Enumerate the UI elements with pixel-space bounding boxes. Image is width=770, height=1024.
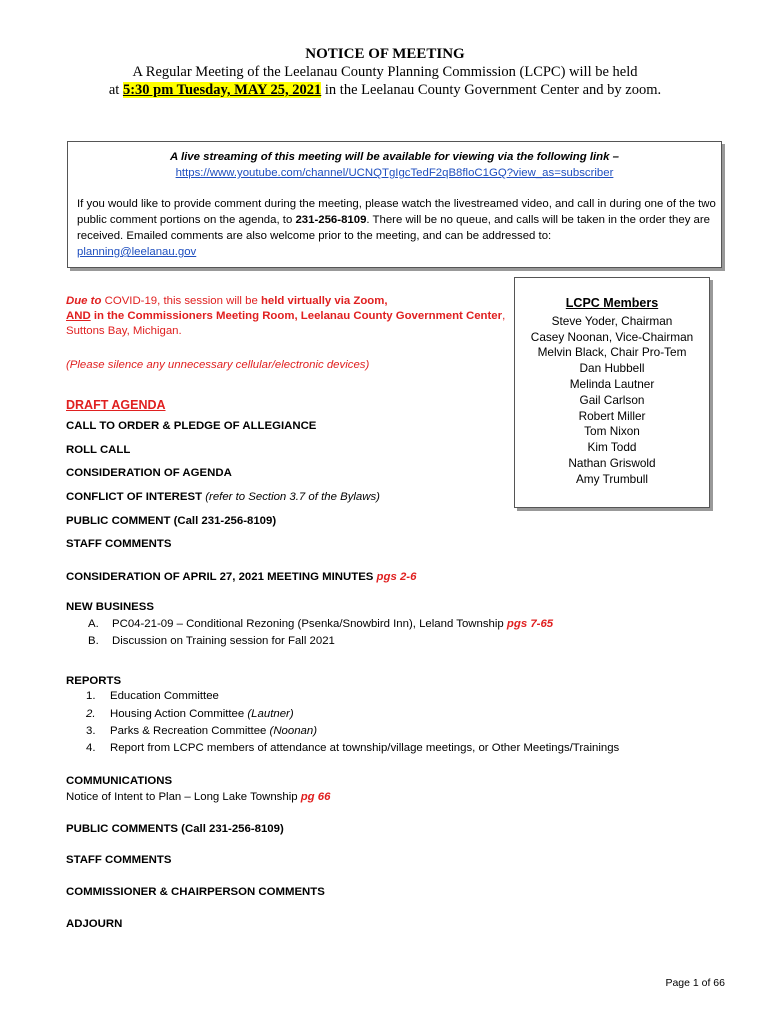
- member-name: Steve Yoder, Chairman: [551, 313, 673, 328]
- report-item: [86, 708, 294, 720]
- report-item: [86, 725, 317, 737]
- town-location: Suttons Bay, Michigan.: [66, 325, 182, 337]
- item-marker: 2.: [86, 708, 96, 720]
- comma: ,: [502, 310, 506, 322]
- reports-heading: REPORTS: [66, 675, 122, 687]
- lcpc-members-box: [514, 277, 710, 508]
- comm-pages: pg 66: [297, 791, 331, 803]
- agenda-minutes: [66, 570, 416, 585]
- new-business-item: [88, 635, 335, 647]
- covid-text: COVID-19, this session will be: [101, 295, 261, 307]
- agenda-conflict: [66, 490, 380, 505]
- item-marker: 3.: [86, 725, 96, 737]
- conflict-note: (refer to Section 3.7 of the Bylaws): [202, 491, 380, 503]
- communications-heading: COMMUNICATIONS: [66, 775, 173, 787]
- item-pages: pgs 7-65: [503, 618, 554, 630]
- item-text: Housing Action Committee: [110, 708, 248, 720]
- item-marker: B.: [88, 635, 99, 647]
- silence-devices-note: (Please silence any unnecessary cellular/electronic devices): [66, 359, 370, 371]
- report-item: [86, 690, 219, 702]
- item-marker: A.: [88, 618, 99, 630]
- member-name: Dan Hubbell: [579, 361, 645, 376]
- livestream-box: [67, 141, 722, 268]
- instructions-text-b: . There will be no queue, and calls will be taken in the order they are received. Emailed comments are also welcome prior to the meeting, and can be addressed to:: [77, 214, 711, 242]
- agenda-commissioner-comments: COMMISSIONER & CHAIRPERSON COMMENTS: [66, 886, 325, 898]
- livestream-heading: A live streaming of this meeting will be available for viewing via the following link –: [170, 151, 619, 163]
- planning-email-link[interactable]: planning@leelanau.gov: [77, 246, 197, 258]
- meeting-datetime: 5:30 pm Tuesday, MAY 25, 2021: [122, 82, 322, 98]
- agenda-public-comment: PUBLIC COMMENT (Call 231-256-8109): [66, 515, 277, 527]
- notice-line-2: [0, 82, 770, 99]
- minutes-pages: pgs 2-6: [373, 571, 417, 583]
- member-name: Gail Carlson: [579, 392, 645, 407]
- agenda-staff-comments-2: STAFF COMMENTS: [66, 854, 172, 866]
- notice-at: at: [108, 82, 123, 98]
- member-name: Robert Miller: [578, 408, 646, 423]
- call-in-phone: 231-256-8109: [295, 214, 367, 226]
- agenda-public-comments-2: PUBLIC COMMENTS (Call 231-256-8109): [66, 823, 284, 835]
- member-name: Kim Todd: [587, 440, 637, 455]
- youtube-link[interactable]: https://www.youtube.com/channel/UCNQTgIgcTedF2qB8floC1GQ?view_as=subscriber: [175, 167, 614, 179]
- new-business-item: [88, 618, 553, 630]
- new-business-heading: NEW BUSINESS: [66, 601, 154, 613]
- agenda-call-to-order: CALL TO ORDER & PLEDGE OF ALLEGIANCE: [66, 420, 317, 432]
- item-text: Education Committee: [110, 690, 219, 702]
- item-note: (Lautner): [247, 708, 294, 720]
- item-text: Discussion on Training session for Fall 2021: [112, 635, 335, 647]
- page-number: Page 1 of 66: [665, 977, 725, 989]
- livestream-instructions: [77, 196, 717, 260]
- due-to: Due to: [66, 295, 102, 307]
- members-list: [515, 314, 709, 488]
- item-text: Report from LCPC members of attendance at township/village meetings, or Other Meetings/Trainings: [110, 742, 620, 754]
- conflict-label: CONFLICT OF INTEREST: [66, 491, 203, 503]
- agenda-consideration: CONSIDERATION OF AGENDA: [66, 467, 232, 479]
- notice-title: NOTICE OF MEETING: [305, 46, 465, 62]
- held-virtually: held virtually via Zoom,: [260, 295, 388, 307]
- member-name: Tom Nixon: [584, 424, 640, 439]
- communication-item: [66, 790, 330, 805]
- agenda-adjourn: ADJOURN: [66, 918, 123, 930]
- item-text: Parks & Recreation Committee: [110, 725, 270, 737]
- member-name: Amy Trumbull: [575, 471, 649, 486]
- member-name: Nathan Griswold: [568, 455, 656, 470]
- agenda-roll-call: ROLL CALL: [66, 444, 131, 456]
- draft-agenda-heading: DRAFT AGENDA: [66, 398, 166, 412]
- covid-notice: [66, 294, 506, 339]
- member-name: Melvin Black, Chair Pro-Tem: [537, 345, 687, 360]
- item-marker: 4.: [86, 742, 96, 754]
- item-marker: 1.: [86, 690, 96, 702]
- item-text: PC04-21-09 – Conditional Rezoning (Psenka/Snowbird Inn), Leland Township: [112, 618, 504, 630]
- and-text: AND: [66, 310, 91, 322]
- member-name: Casey Noonan, Vice-Chairman: [530, 329, 694, 344]
- report-item: [86, 742, 619, 754]
- agenda-staff-comments: STAFF COMMENTS: [66, 538, 172, 550]
- member-name: Melinda Lautner: [569, 376, 655, 391]
- comm-text: Notice of Intent to Plan – Long Lake Township: [66, 791, 298, 803]
- notice-location: in the Leelanau County Government Center and by zoom.: [321, 82, 662, 98]
- notice-line-1: A Regular Meeting of the Leelanau County Planning Commission (LCPC) will be held: [132, 64, 638, 80]
- meeting-room: in the Commissioners Meeting Room, Leelanau County Government Center: [90, 310, 503, 322]
- item-note: (Noonan): [269, 725, 318, 737]
- members-title: LCPC Members: [565, 296, 659, 310]
- instructions-text-a: If you would like to provide comment during the meeting, please watch the livestreamed video, and call in during one of the two public comment portions on the agenda, to: [77, 198, 716, 226]
- minutes-label: CONSIDERATION OF APRIL 27, 2021 MEETING MINUTES: [66, 571, 374, 583]
